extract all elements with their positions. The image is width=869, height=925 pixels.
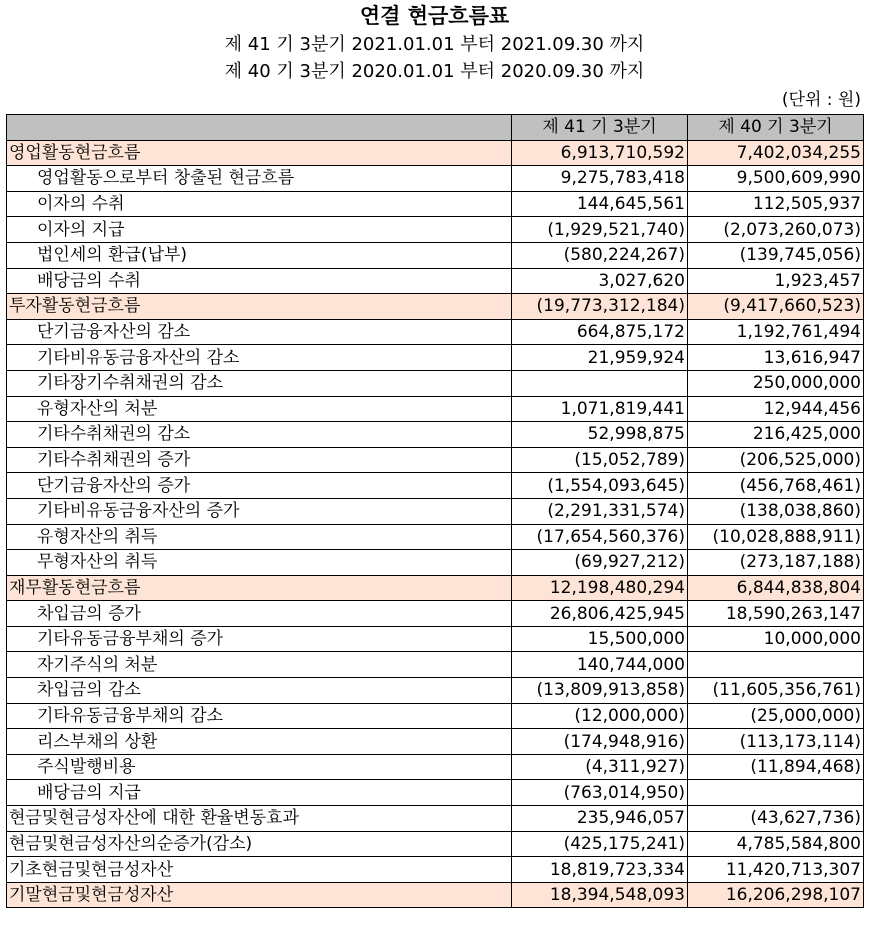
current-period-value: 235,946,057	[512, 806, 688, 832]
prior-period-value: 4,785,584,800	[688, 831, 864, 857]
current-period-value: 18,394,548,093	[512, 882, 688, 908]
header-label-cell	[7, 115, 512, 141]
row-label: 영업활동현금흐름	[7, 140, 512, 166]
table-row	[7, 268, 864, 294]
prior-period-value: 13,616,947	[688, 345, 864, 371]
row-label: 기초현금및현금성자산	[7, 857, 512, 883]
prior-period-value: 18,590,263,147	[688, 601, 864, 627]
current-period-value: (12,000,000)	[512, 703, 688, 729]
current-period-value: 664,875,172	[512, 319, 688, 345]
current-period-value: (1,929,521,740)	[512, 217, 688, 243]
current-period-value: 15,500,000	[512, 626, 688, 652]
prior-period-value: (11,605,356,761)	[688, 678, 864, 704]
table-row	[7, 652, 864, 678]
row-label: 자기주식의 처분	[7, 652, 512, 678]
current-period-value: 3,027,620	[512, 268, 688, 294]
row-label: 기말현금및현금성자산	[7, 882, 512, 908]
prior-period-value: 1,192,761,494	[688, 319, 864, 345]
prior-period-value: 216,425,000	[688, 422, 864, 448]
table-row	[7, 780, 864, 806]
current-period-value: (19,773,312,184)	[512, 294, 688, 320]
current-period-value: 52,998,875	[512, 422, 688, 448]
prior-period-value: (456,768,461)	[688, 473, 864, 499]
prior-period-value: 112,505,937	[688, 191, 864, 217]
row-label: 영업활동으로부터 창출된 현금흐름	[7, 166, 512, 192]
prior-period-value: (2,073,260,073)	[688, 217, 864, 243]
row-label: 현금및현금성자산에 대한 환율변동효과	[7, 806, 512, 832]
prior-period-value: 6,844,838,804	[688, 575, 864, 601]
current-period-value: (763,014,950)	[512, 780, 688, 806]
table-row	[7, 396, 864, 422]
table-row	[7, 806, 864, 832]
period-current: 제 41 기 3분기 2021.01.01 부터 2021.09.30 까지	[224, 34, 645, 55]
row-label: 주식발행비용	[7, 754, 512, 780]
current-period-value: 9,275,783,418	[512, 166, 688, 192]
prior-period-value: (10,028,888,911)	[688, 524, 864, 550]
row-label: 차입금의 감소	[7, 678, 512, 704]
current-period-value: (13,809,913,858)	[512, 678, 688, 704]
prior-period-value: 250,000,000	[688, 370, 864, 396]
section-row	[7, 294, 864, 320]
row-label: 기타비유동금융자산의 증가	[7, 498, 512, 524]
current-period-value: (15,052,789)	[512, 447, 688, 473]
prior-period-value	[688, 652, 864, 678]
row-label: 무형자산의 취득	[7, 550, 512, 576]
current-period-value: (425,175,241)	[512, 831, 688, 857]
prior-period-value: (138,038,860)	[688, 498, 864, 524]
row-label: 투자활동현금흐름	[7, 294, 512, 320]
row-label: 기타유동금융부채의 증가	[7, 626, 512, 652]
row-label: 유형자산의 처분	[7, 396, 512, 422]
table-row	[7, 191, 864, 217]
row-label: 이자의 지급	[7, 217, 512, 243]
table-row	[7, 319, 864, 345]
current-period-value: (174,948,916)	[512, 729, 688, 755]
current-period-value: 18,819,723,334	[512, 857, 688, 883]
current-period-value: (4,311,927)	[512, 754, 688, 780]
prior-period-value: (139,745,056)	[688, 242, 864, 268]
current-period-value: 6,913,710,592	[512, 140, 688, 166]
prior-period-value: 9,500,609,990	[688, 166, 864, 192]
table-row	[7, 217, 864, 243]
period-prior: 제 40 기 3분기 2020.01.01 부터 2020.09.30 까지	[224, 61, 645, 82]
current-period-value: (17,654,560,376)	[512, 524, 688, 550]
row-label: 배당금의 수취	[7, 268, 512, 294]
table-row	[7, 703, 864, 729]
table-row	[7, 370, 864, 396]
row-label: 기타수취채권의 감소	[7, 422, 512, 448]
section-row	[7, 575, 864, 601]
prior-period-value: (113,173,114)	[688, 729, 864, 755]
current-period-value: 12,198,480,294	[512, 575, 688, 601]
table-row	[7, 678, 864, 704]
section-row	[7, 140, 864, 166]
prior-period-value: (273,187,188)	[688, 550, 864, 576]
statement-title: 연결 현금흐름표	[359, 4, 510, 28]
current-period-value: 140,744,000	[512, 652, 688, 678]
current-period-value: (2,291,331,574)	[512, 498, 688, 524]
header-prior-period: 제 40 기 3분기	[688, 115, 864, 141]
prior-period-value: (25,000,000)	[688, 703, 864, 729]
table-row	[7, 447, 864, 473]
table-row	[7, 422, 864, 448]
prior-period-value: 16,206,298,107	[688, 882, 864, 908]
table-header-row	[7, 115, 864, 141]
row-label: 기타수취채권의 증가	[7, 447, 512, 473]
prior-period-value: (43,627,736)	[688, 806, 864, 832]
current-period-value: 144,645,561	[512, 191, 688, 217]
row-label: 차입금의 증가	[7, 601, 512, 627]
table-row	[7, 601, 864, 627]
table-row	[7, 626, 864, 652]
row-label: 현금및현금성자산의순증가(감소)	[7, 831, 512, 857]
table-row	[7, 831, 864, 857]
unit-label: (단위 : 원)	[781, 90, 861, 110]
prior-period-value: 1,923,457	[688, 268, 864, 294]
table-row	[7, 857, 864, 883]
table-row	[7, 473, 864, 499]
section-row	[7, 882, 864, 908]
prior-period-value: 12,944,456	[688, 396, 864, 422]
table-row	[7, 166, 864, 192]
row-label: 단기금융자산의 증가	[7, 473, 512, 499]
prior-period-value: 10,000,000	[688, 626, 864, 652]
table-row	[7, 524, 864, 550]
header-current-period: 제 41 기 3분기	[512, 115, 688, 141]
current-period-value	[512, 370, 688, 396]
row-label: 기타장기수취채권의 감소	[7, 370, 512, 396]
prior-period-value: (11,894,468)	[688, 754, 864, 780]
prior-period-value: (9,417,660,523)	[688, 294, 864, 320]
row-label: 재무활동현금흐름	[7, 575, 512, 601]
cash-flow-table	[6, 114, 864, 908]
table-row	[7, 242, 864, 268]
current-period-value: (69,927,212)	[512, 550, 688, 576]
row-label: 기타유동금융부채의 감소	[7, 703, 512, 729]
current-period-value: 1,071,819,441	[512, 396, 688, 422]
row-label: 단기금융자산의 감소	[7, 319, 512, 345]
prior-period-value	[688, 780, 864, 806]
prior-period-value: 11,420,713,307	[688, 857, 864, 883]
prior-period-value: (206,525,000)	[688, 447, 864, 473]
prior-period-value: 7,402,034,255	[688, 140, 864, 166]
table-row	[7, 550, 864, 576]
current-period-value: 26,806,425,945	[512, 601, 688, 627]
row-label: 이자의 수취	[7, 191, 512, 217]
current-period-value: 21,959,924	[512, 345, 688, 371]
table-row	[7, 729, 864, 755]
row-label: 유형자산의 취득	[7, 524, 512, 550]
row-label: 리스부채의 상환	[7, 729, 512, 755]
current-period-value: (580,224,267)	[512, 242, 688, 268]
row-label: 기타비유동금융자산의 감소	[7, 345, 512, 371]
table-row	[7, 345, 864, 371]
row-label: 배당금의 지급	[7, 780, 512, 806]
current-period-value: (1,554,093,645)	[512, 473, 688, 499]
table-row	[7, 498, 864, 524]
table-row	[7, 754, 864, 780]
row-label: 법인세의 환급(납부)	[7, 242, 512, 268]
